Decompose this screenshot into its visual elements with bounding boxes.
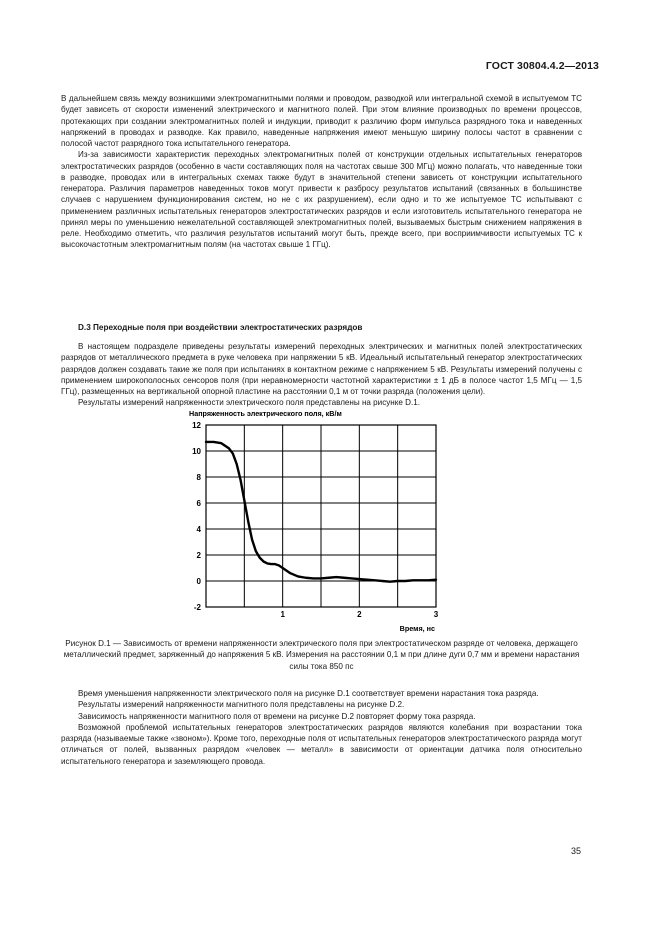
y-tick-label: 12 [192,421,201,430]
section-heading: D.3 Переходные поля при воздействии электростатических разрядов [78,323,363,332]
paragraph: Результаты измерений напряженности электрического поля представлены на рисунке D.1. [78,398,420,408]
paragraph: В дальнейшем связь между возникшими электромагнитными полями и проводом, разводкой или интегральной схемой в испытуемом ТС будет зависеть от скорости изменений электрического и магнитного полей. При этом влияние производных по времени процессов, протекающих при создании электромагнитных полей и индукции, приводит к различию форм импульса разрядного тока и наведенных напряжений в проводах и разводке. Как правило, наведенные напряжения имеют меньшую ширину полосы частот в сравнении с полосой частот разрядного тока испытательного генератора. [61,94,582,148]
chart-figure [160,405,460,635]
x-tick-label: 3 [433,610,439,619]
x-tick-label: 1 [280,610,285,619]
page-number: 35 [570,846,581,856]
x-tick-label: 2 [357,610,362,619]
section-text [61,341,582,409]
figure-caption: Рисунок D.1 — Зависимость от времени напряженности электрического поля при электростатическом разряде от человека, держащего металлический предмет, заряженный до напряжения 5 кВ. Измерения на расстоянии 0,1 м при длине дуги 0,7 мм и времени нарастания силы тока 850 пс [63,639,580,671]
x-axis-label: Время, нс [399,624,435,633]
y-tick-label: 8 [196,473,201,482]
paragraph: Зависимость напряженности магнитного поля от времени на рисунке D.2 повторяет форму тока разряда. [78,711,476,721]
y-tick-label: 10 [192,447,201,456]
y-tick-label: 4 [196,525,201,534]
paragraph: Результаты измерений напряженности магнитного поля представлены на рисунке D.2. [78,700,405,710]
y-tick-label: 0 [196,577,201,586]
y-tick-label: -2 [193,603,201,612]
paragraph: Из-за зависимости характеристик переходных электромагнитных полей от конструкции отдельных испытательных генераторов электростатических разрядов (особенно в части составляющих поля на частотах свыше 300 МГц) можно полагать, что наведенные токи в разводке, проводах или в интегральных схемах также будут в значительной степени зависеть от конструкции испытательного генератора. Различия параметров наведенных токов могут привести к разбросу результатов испытаний (связанных в большинстве случаев с нарушением функционирования систем, но не с их разрушением), если одно и то же испытуемое ТС испытывают с применением различных испытательных генераторов электростатических разрядов и если изготовитель испытательного генератора не принял меры по уменьшению нежелательной составляющей электромагнитных полей, вызываемых быстрым снижением напряжения в реле. Необходимо отметить, что различия результатов испытаний могут быть, прежде всего, при восприимчивости испытуемых ТС к высокочастотным электромагнитным полям (на частотах свыше 1 ГГц). [61,150,582,250]
paragraph: Возможной проблемой испытательных генераторов электростатических разрядов являются колебания при возрастании тока разряда (называемые также «звоном»). Кроме того, переходные поля от испытательных генераторов электростатического разряда могут отличаться от полей, вызванных разрядом «человек — металл» в зависимости от ориентации датчика поля относительно испытательного генератора и заземляющего провода. [61,722,582,766]
y-axis-label: Напряженность электрического поля, кВ/м [189,409,342,418]
y-tick-label: 6 [196,499,201,508]
y-tick-label: 2 [196,551,201,560]
paragraph: Время уменьшения напряженности электрического поля на рисунке D.1 соответствует времени нарастания тока разряда. [78,689,539,698]
electric-field-chart [160,405,460,635]
after-text [61,688,582,767]
intro-text [61,93,582,251]
paragraph: В настоящем подразделе приведены результаты измерений переходных электрических и магнитных полей электростатических разрядов от металлического предмета в руке человека при напряжении 5 кВ. Идеальный испытательный генератор электростатических разрядов должен создавать такие же поля при испытаниях в контактном режиме с напряжением 5 кВ. Результаты измерений получены с применением широкополосных сенсоров поля (при неравномерности частотной характеристики ± 1 дБ в полосе частот 1,5 МГц — 1,5 ГГц), размещенных на вертикальной опорной пластине на расстоянии 0,1 м от точки разряда (положения цели). [61,342,582,396]
standard-code-header: ГОСТ 30804.4.2—2013 [485,60,599,72]
